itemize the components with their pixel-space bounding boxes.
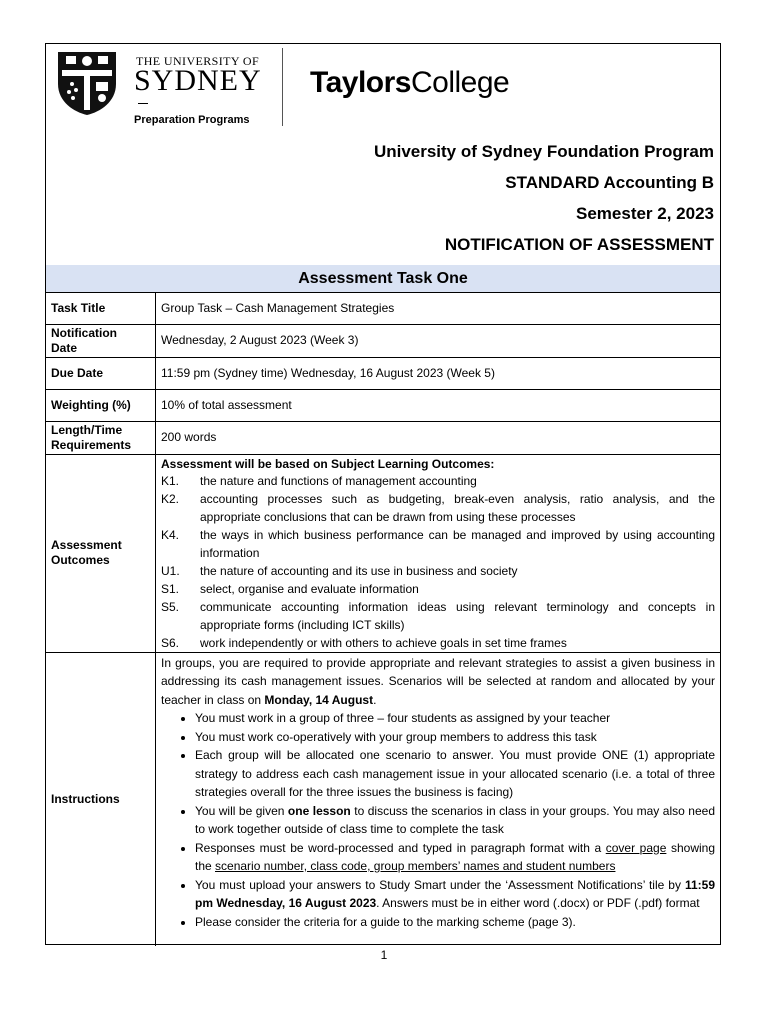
value-task-title: Group Task – Cash Management Strategies — [156, 293, 721, 324]
row-outcomes — [46, 454, 720, 652]
b5-details: scenario number, class code, group members’ names and student numbers — [215, 859, 616, 873]
task-heading: Assessment Task One — [46, 265, 720, 293]
usyd-crest-icon — [54, 50, 120, 116]
row-length — [46, 421, 720, 454]
row-notification-date — [46, 324, 720, 357]
intro-end: . — [373, 692, 377, 707]
outcome-text: the nature and functions of management accounting — [200, 473, 477, 488]
b6-pre: You must upload your answers to Study Smart under the ‘Assessment Notifications’ tile by — [195, 877, 685, 892]
label-due-date: Due Date — [46, 357, 156, 389]
usyd-dash — [138, 103, 148, 104]
outcome-text: select, organise and evaluate information — [200, 581, 419, 596]
outcome-text: communicate accounting information ideas using relevant terminology and concepts in appropriate forms (including ICT skills) — [200, 599, 715, 632]
outcome-item — [161, 490, 715, 526]
assessment-table — [46, 293, 720, 946]
label-length-b: Requirements — [51, 437, 132, 452]
outcome-item — [161, 562, 715, 580]
list-item: • Please consider the criteria for a guide to the marking scheme (page 3). — [195, 913, 715, 932]
header — [46, 44, 720, 266]
outcome-code: S1. — [161, 581, 180, 596]
row-weighting — [46, 389, 720, 421]
usyd-line2: SYDNEY — [134, 64, 262, 97]
intro-text: In groups, you are required to provide appropriate and relevant strategies to assist a given business in addressing its cash management issues. Scenarios will be selected at random and allocated by your teacher in class on — [161, 655, 715, 707]
value-outcomes — [156, 454, 721, 652]
outcome-text: the nature of accounting and its use in business and society — [200, 563, 518, 578]
row-instructions — [46, 652, 720, 946]
value-due-date: 11:59 pm (Sydney time) Wednesday, 16 August 2023 (Week 5) — [156, 357, 721, 389]
row-due-date — [46, 357, 720, 389]
outcome-code: K1. — [161, 473, 180, 488]
b4-bold: one lesson — [287, 803, 351, 818]
instructions-intro — [161, 654, 715, 710]
list-item: • You must work in a group of three – four students as assigned by your teacher — [195, 709, 715, 728]
intro-date: Monday, 14 August — [264, 692, 374, 707]
taylors-bold: Taylors — [310, 66, 411, 99]
list-item — [195, 802, 715, 839]
b5-pre: Responses must be word-processed and typed in paragraph format with a — [195, 840, 606, 855]
taylors-logo — [310, 66, 509, 100]
logo-divider — [282, 48, 283, 126]
outcome-text: the ways in which business performance can be managed and improved by using accounting information — [200, 527, 715, 560]
outcome-text: work independently or with others to achieve goals in set time frames — [200, 635, 567, 650]
outcomes-heading: Assessment will be based on Subject Learning Outcomes: — [161, 456, 495, 471]
outcome-code: U1. — [161, 563, 180, 578]
row-task-title — [46, 293, 720, 324]
outcome-item — [161, 634, 715, 652]
label-length — [46, 421, 156, 454]
label-notification-date — [46, 324, 156, 357]
b5-mid: showing the — [195, 840, 715, 873]
header-subject: STANDARD Accounting B — [505, 173, 714, 192]
b6-post: . Answers must be in either word (.docx) or PDF (.pdf) format — [376, 896, 700, 910]
list-item — [195, 839, 715, 876]
b4-pre: You will be given — [195, 803, 288, 818]
list-item — [195, 876, 715, 913]
outcome-code: K2. — [161, 491, 180, 506]
outcome-item — [161, 526, 715, 562]
label-notification-date-a: Notification — [51, 325, 117, 340]
label-weighting: Weighting (%) — [46, 389, 156, 421]
list-item: • Each group will be allocated one scenario to answer. You must provide ONE (1) appropriate strategy to address each cash management issue in your allocated scenario (i.e. a total of three strategies overall for the three issues the business is facing) — [195, 746, 715, 802]
b6-deadline: 11:59 pm Wednesday, 16 August 2023 — [195, 877, 715, 910]
label-outcomes-a: Assessment — [51, 538, 122, 552]
label-outcomes — [46, 454, 156, 652]
label-notification-date-b: Date — [51, 340, 78, 355]
usyd-line3: Preparation Programs — [134, 114, 250, 126]
usyd-line1: THE UNIVERSITY OF — [136, 54, 260, 68]
label-outcomes-b: Outcomes — [51, 553, 110, 567]
value-weighting: 10% of total assessment — [156, 389, 721, 421]
taylors-regular: College — [411, 66, 510, 99]
header-notification: NOTIFICATION OF ASSESSMENT — [444, 235, 714, 254]
b5-cover-page: cover page — [605, 840, 667, 855]
outcome-item — [161, 580, 715, 598]
outcome-item — [161, 472, 715, 490]
instructions-list — [161, 709, 715, 931]
header-semester: Semester 2, 2023 — [576, 204, 714, 223]
value-instructions — [156, 652, 721, 946]
label-length-a: Length/Time — [51, 422, 123, 437]
value-notification-date: Wednesday, 2 August 2023 (Week 3) — [156, 324, 721, 357]
list-item: • You must work co-operatively with your group members to address this task — [195, 728, 715, 747]
b4-post: to discuss the scenarios in class in your groups. You may also need to work together outside of class time to complete the task — [195, 803, 715, 836]
page-number: 1 — [380, 948, 388, 962]
outcome-code: S6. — [161, 635, 180, 650]
outcome-code: K4. — [161, 527, 180, 542]
outcome-item — [161, 598, 715, 634]
outcome-text: accounting processes such as budgeting, break-even analysis, ratio analysis, and the appropriate conclusions that can be drawn from using these processes — [200, 491, 715, 524]
usyd-logo — [52, 48, 272, 132]
label-instructions: Instructions — [46, 652, 156, 946]
header-program: University of Sydney Foundation Program — [373, 142, 714, 161]
outcome-code: S5. — [161, 599, 180, 614]
document-frame — [45, 43, 721, 945]
value-length: 200 words — [156, 421, 721, 454]
label-task-title: Task Title — [46, 293, 156, 324]
